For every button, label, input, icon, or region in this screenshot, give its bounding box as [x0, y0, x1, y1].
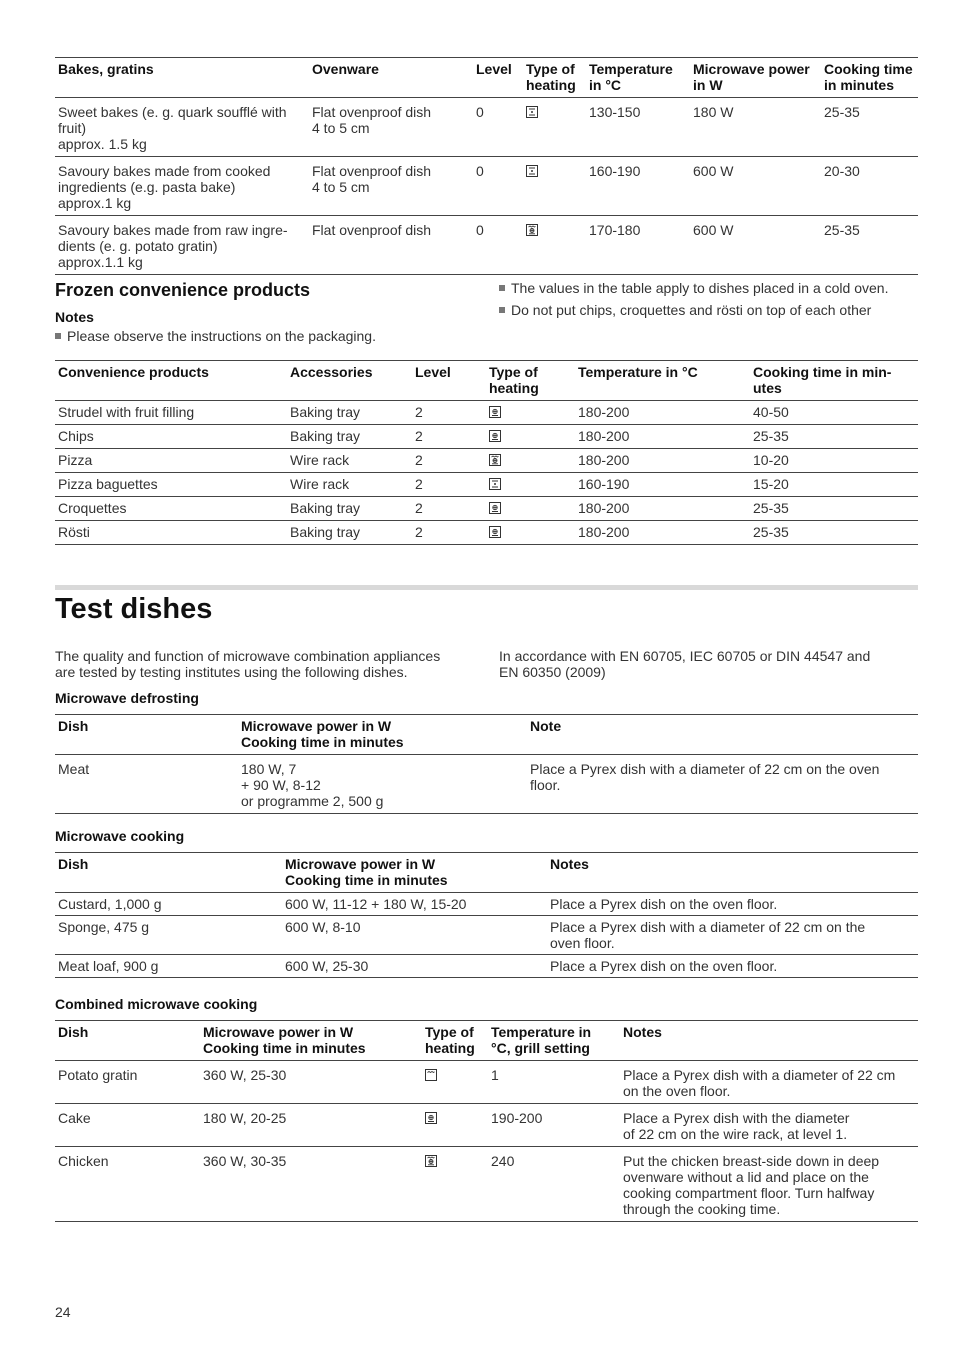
hot-air-icon	[489, 526, 501, 538]
note-cell: Place a Pyrex dish on the oven floor.	[550, 896, 778, 912]
col-header: Cooking time in min- utes	[753, 364, 892, 396]
bullet-icon	[499, 285, 505, 291]
accessory-cell: Wire rack	[290, 452, 350, 468]
accessory-cell: Baking tray	[290, 524, 361, 540]
temp-cell: 240	[491, 1153, 515, 1169]
level-cell: 2	[415, 452, 423, 468]
frozen-table-wrap	[55, 360, 918, 545]
dish-cell: Meat	[58, 761, 90, 777]
dish-cell: Sweet bakes (e. g. quark soufflé with fruit) approx. 1.5 kg	[58, 104, 287, 152]
temp-cell: 180-200	[578, 452, 630, 468]
col-header: Convenience products	[58, 364, 209, 380]
table-row	[55, 1147, 918, 1222]
note-item: Do not put chips, croquettes and rösti on top of each other	[499, 302, 871, 318]
dish-cell: Custard, 1,000 g	[58, 896, 162, 912]
page-title: Test dishes	[55, 593, 213, 625]
time-cell: 20-30	[824, 163, 860, 179]
temp-cell: 170-180	[589, 222, 641, 238]
hot-air-icon	[489, 502, 501, 514]
time-cell: 40-50	[753, 404, 789, 420]
power-cell: 360 W, 30-35	[203, 1153, 287, 1169]
level-cell: 0	[476, 222, 484, 238]
grill-icon	[425, 1069, 437, 1081]
temp-cell: 160-190	[578, 476, 630, 492]
col-header: Temperature in °C	[589, 61, 673, 93]
col-header: Notes	[550, 856, 589, 872]
cooking-table-wrap	[55, 852, 918, 978]
power-cell: 180 W, 7 + 90 W, 8-12 or programme 2, 500 g	[241, 761, 384, 809]
temp-cell: 1	[491, 1067, 499, 1083]
top-bottom-heat-icon	[526, 165, 538, 177]
level-cell: 2	[415, 476, 423, 492]
temp-cell: 190-200	[491, 1110, 543, 1126]
time-cell: 25-35	[824, 104, 860, 120]
product-cell: Rösti	[58, 524, 90, 540]
heating-cell	[486, 497, 575, 521]
defrost-table-wrap	[55, 714, 918, 814]
col-header: Temperature in °C	[578, 364, 698, 380]
col-header: Dish	[58, 718, 89, 734]
level-cell: 2	[415, 500, 423, 516]
hot-air-icon	[425, 1112, 437, 1124]
combined-table	[55, 1020, 918, 1222]
hot-air-grilling-icon	[526, 224, 538, 236]
col-header: Type of heating	[526, 61, 576, 93]
heating-cell	[486, 425, 575, 449]
table-row	[55, 916, 918, 955]
dish-cell: Savoury bakes made from raw ingre- dients (e. g. potato gratin) approx.1.1 kg	[58, 222, 288, 270]
table-row	[55, 755, 918, 814]
dish-cell: Cake	[58, 1110, 91, 1126]
product-cell: Croquettes	[58, 500, 127, 516]
level-cell: 0	[476, 163, 484, 179]
ovenware-cell: Flat ovenproof dish 4 to 5 cm	[312, 104, 432, 136]
col-header: Dish	[58, 856, 89, 872]
dish-cell: Sponge, 475 g	[58, 919, 150, 935]
table-row	[55, 449, 918, 473]
power-cell: 600 W, 8-10	[285, 919, 361, 935]
bullet-icon	[55, 333, 61, 339]
time-cell: 25-35	[753, 500, 789, 516]
combined-table-wrap	[55, 1020, 918, 1222]
power-cell: 360 W, 25-30	[203, 1067, 287, 1083]
note-cell: Place a Pyrex dish with a diameter of 22 cm on the oven floor.	[550, 919, 866, 951]
bakes-table	[55, 57, 918, 275]
time-cell: 15-20	[753, 476, 789, 492]
level-cell: 0	[476, 104, 484, 120]
heating-cell	[422, 1147, 488, 1222]
heating-cell	[422, 1061, 488, 1104]
product-cell: Strudel with fruit filling	[58, 404, 195, 420]
table-row	[55, 425, 918, 449]
time-cell: 25-35	[753, 428, 789, 444]
bullet-icon	[499, 307, 505, 313]
time-cell: 25-35	[824, 222, 860, 238]
table-label: Microwave cooking	[55, 828, 185, 844]
hot-air-grilling-icon	[489, 454, 501, 466]
col-header: Microwave power in W Cooking time in minutes	[285, 856, 448, 888]
power-cell: 180 W, 20-25	[203, 1110, 287, 1126]
time-cell: 10-20	[753, 452, 789, 468]
table-row	[55, 401, 918, 425]
col-header: Ovenware	[312, 61, 379, 77]
note-cell: Place a Pyrex dish with the diameter of 22 cm on the wire rack, at level 1.	[623, 1110, 850, 1142]
col-header: Note	[530, 718, 562, 734]
time-cell: 25-35	[753, 524, 789, 540]
col-header: Bakes, gratins	[58, 61, 154, 77]
col-header: Type of heating	[425, 1024, 475, 1056]
accessory-cell: Baking tray	[290, 500, 361, 516]
table-row	[55, 521, 918, 545]
hot-air-icon	[489, 430, 501, 442]
bakes-table-wrap	[55, 57, 918, 275]
ovenware-cell: Flat ovenproof dish 4 to 5 cm	[312, 163, 432, 195]
dish-cell: Savoury bakes made from cooked ingredients (e.g. pasta bake) approx.1 kg	[58, 163, 271, 211]
table-row	[55, 98, 918, 157]
intro-left: The quality and function of microwave combination appliances are tested by testing institutes using the following dishes.	[55, 648, 441, 680]
power-cell: 600 W	[693, 222, 734, 238]
table-row	[55, 497, 918, 521]
level-cell: 2	[415, 428, 423, 444]
note-cell: Place a Pyrex dish with a diameter of 22 cm on the oven floor.	[530, 761, 880, 793]
level-cell: 2	[415, 524, 423, 540]
ovenware-cell: Flat ovenproof dish	[312, 222, 432, 238]
accessory-cell: Wire rack	[290, 476, 350, 492]
dish-cell: Potato gratin	[58, 1067, 138, 1083]
frozen-table	[55, 360, 918, 545]
table-row	[55, 1061, 918, 1104]
defrost-table	[55, 714, 918, 814]
accessory-cell: Baking tray	[290, 428, 361, 444]
hot-air-grilling-icon	[425, 1155, 437, 1167]
power-cell: 600 W	[693, 163, 734, 179]
product-cell: Chips	[58, 428, 94, 444]
cooking-table	[55, 852, 918, 978]
temp-cell: 180-200	[578, 404, 630, 420]
heating-cell	[486, 521, 575, 545]
section-heading: Frozen convenience products	[55, 280, 311, 300]
product-cell: Pizza	[58, 452, 93, 468]
note-cell: Place a Pyrex dish with a diameter of 22 cm on the oven floor.	[623, 1067, 896, 1099]
temp-cell: 180-200	[578, 500, 630, 516]
heating-cell	[523, 98, 586, 157]
heating-cell	[422, 1104, 488, 1147]
table-row	[55, 216, 918, 275]
accessory-cell: Baking tray	[290, 404, 361, 420]
col-header: Cooking time in minutes	[824, 61, 913, 93]
col-header: Microwave power in W	[693, 61, 810, 93]
col-header: Microwave power in W Cooking time in minutes	[203, 1024, 366, 1056]
col-header: Level	[476, 61, 512, 77]
level-cell: 2	[415, 404, 423, 420]
top-bottom-heat-icon	[489, 478, 501, 490]
table-row	[55, 473, 918, 497]
note-item: The values in the table apply to dishes placed in a cold oven.	[499, 280, 888, 296]
note-cell: Place a Pyrex dish on the oven floor.	[550, 958, 778, 974]
note-item: Please observe the instructions on the packaging.	[55, 328, 376, 344]
page-number: 24	[55, 1304, 71, 1320]
col-header: Microwave power in W Cooking time in minutes	[241, 718, 404, 750]
product-cell: Pizza baguettes	[58, 476, 158, 492]
temp-cell: 180-200	[578, 428, 630, 444]
heating-cell	[486, 401, 575, 425]
temp-cell: 180-200	[578, 524, 630, 540]
hot-air-icon	[489, 406, 501, 418]
heating-cell	[486, 473, 575, 497]
section-divider	[55, 585, 918, 590]
col-header: Type of heating	[489, 364, 539, 396]
top-bottom-heat-icon	[526, 106, 538, 118]
table-row	[55, 1104, 918, 1147]
table-row	[55, 157, 918, 216]
intro-right: In accordance with EN 60705, IEC 60705 or DIN 44547 and EN 60350 (2009)	[499, 648, 871, 680]
heating-cell	[523, 216, 586, 275]
col-header: Accessories	[290, 364, 373, 380]
table-label: Microwave defrosting	[55, 690, 199, 706]
table-label: Combined microwave cooking	[55, 996, 258, 1012]
col-header: Dish	[58, 1024, 89, 1040]
dish-cell: Chicken	[58, 1153, 109, 1169]
table-row	[55, 955, 918, 978]
col-header: Level	[415, 364, 451, 380]
col-header: Temperature in °C, grill setting	[491, 1024, 592, 1056]
notes-label: Notes	[55, 309, 94, 325]
power-cell: 180 W	[693, 104, 734, 120]
dish-cell: Meat loaf, 900 g	[58, 958, 159, 974]
temp-cell: 130-150	[589, 104, 641, 120]
heating-cell	[486, 449, 575, 473]
temp-cell: 160-190	[589, 163, 641, 179]
table-row	[55, 893, 918, 916]
col-header: Notes	[623, 1024, 662, 1040]
power-cell: 600 W, 25-30	[285, 958, 369, 974]
note-cell: Put the chicken breast-side down in deep ovenware without a lid and place on the cooking compartment floor. Turn halfway through the cooking time.	[623, 1153, 880, 1217]
heating-cell	[523, 157, 586, 216]
power-cell: 600 W, 11-12 + 180 W, 15-20	[285, 896, 467, 912]
